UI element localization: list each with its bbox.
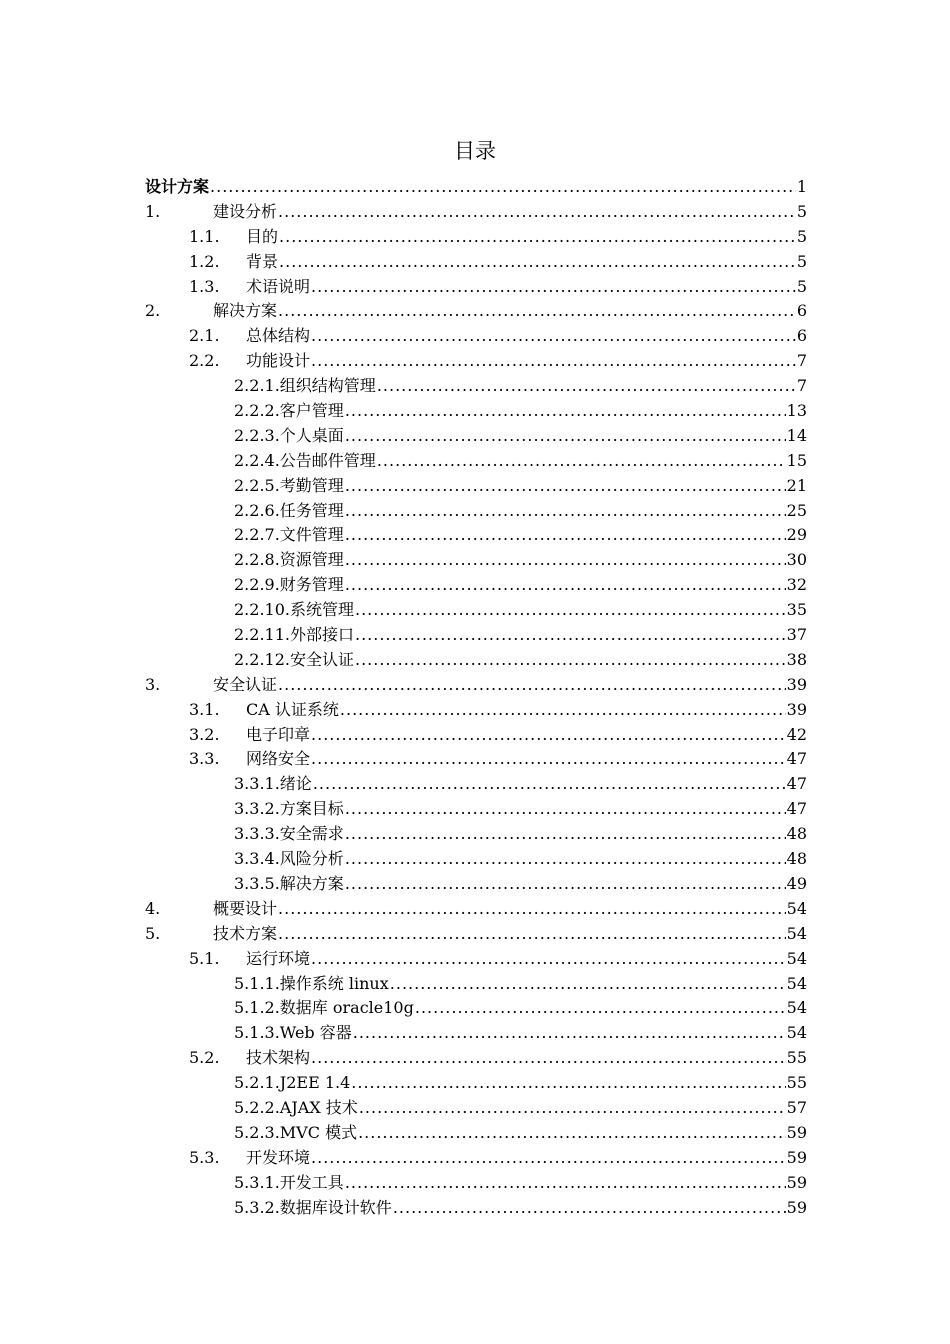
toc-dot-leader	[415, 996, 786, 1021]
toc-entry-page: 59	[786, 1197, 807, 1217]
toc-entry-title: 电子印章	[246, 724, 311, 744]
toc-dot-leader	[377, 374, 796, 399]
toc-entry-title: 客户管理	[279, 401, 344, 421]
toc-entry[interactable]	[145, 523, 807, 548]
toc-entry-page: 39	[786, 699, 807, 719]
toc-entry-number: 3.3.5.	[234, 873, 280, 893]
toc-entry-page: 7	[796, 376, 807, 396]
toc-entry[interactable]	[145, 399, 807, 424]
toc-entry-title: 财务管理	[279, 575, 344, 595]
toc-entry-title: 风险分析	[279, 849, 344, 869]
toc-dot-leader	[355, 648, 786, 673]
toc-dot-leader	[355, 623, 786, 648]
toc-entry[interactable]	[145, 573, 807, 598]
toc-entry[interactable]	[145, 424, 807, 449]
toc-dot-leader	[340, 698, 786, 723]
toc-entry-title: 运行环境	[246, 948, 311, 968]
toc-dot-leader	[358, 1121, 786, 1146]
toc-entry[interactable]	[145, 1021, 807, 1046]
toc-entry-page: 59	[786, 1122, 807, 1142]
toc-dot-leader	[311, 747, 786, 772]
toc-entry[interactable]	[145, 723, 807, 748]
toc-entry-page: 14	[786, 425, 807, 445]
toc-entry-number: 2.2.10.	[234, 600, 290, 620]
toc-entry-title: 背景	[246, 251, 279, 271]
toc-entry[interactable]	[145, 374, 807, 399]
toc-entry-title: 概要设计	[213, 898, 278, 918]
toc-entry-page: 47	[786, 774, 807, 794]
toc-entry-title: MVC 模式	[279, 1122, 358, 1142]
toc-entry-page: 21	[786, 475, 807, 495]
toc-dot-leader	[345, 1171, 786, 1196]
toc-entry-page: 49	[786, 873, 807, 893]
toc-entry-title: 安全需求	[279, 824, 344, 844]
toc-entry-number: 2.2.2.	[234, 401, 280, 421]
toc-dot-leader	[345, 573, 786, 598]
toc-entry[interactable]	[145, 623, 807, 648]
toc-entry-number: 2.2.4.	[234, 450, 280, 470]
toc-entry[interactable]	[145, 225, 807, 250]
toc-dot-leader	[345, 847, 786, 872]
toc-dot-leader	[311, 723, 786, 748]
toc-entry-number: 1.2.	[189, 251, 220, 271]
toc-entry-number: 2.2.6.	[234, 500, 280, 520]
toc-dot-leader	[345, 548, 786, 573]
toc-entry-page: 6	[796, 326, 807, 346]
toc-entry-page: 47	[786, 799, 807, 819]
toc-entry-page: 48	[786, 824, 807, 844]
toc-entry[interactable]	[145, 275, 807, 300]
toc-dot-leader	[393, 1196, 786, 1221]
toc-entry-title: Web 容器	[279, 1023, 352, 1043]
toc-entry-title: CA 认证系统	[246, 699, 339, 719]
toc-dot-leader	[355, 598, 786, 623]
toc-entry-page: 54	[786, 898, 807, 918]
toc-dot-leader	[345, 474, 786, 499]
toc-entry-number: 2.2.11.	[234, 625, 290, 645]
toc-dot-leader	[345, 797, 786, 822]
toc-dot-leader	[345, 424, 786, 449]
toc-entry[interactable]	[145, 1146, 807, 1171]
toc-entry-number: 5.2.2.	[234, 1097, 280, 1117]
toc-entry-number: 5.	[145, 923, 161, 943]
toc-dot-leader	[278, 200, 796, 225]
toc-dot-leader	[278, 673, 786, 698]
toc-entry-number: 3.3.3.	[234, 824, 280, 844]
toc-entry[interactable]	[145, 747, 807, 772]
toc-entry-page: 5	[796, 226, 807, 246]
toc-entry-title: 技术方案	[213, 923, 278, 943]
toc-entry-title: 网络安全	[246, 749, 311, 769]
toc-entry-page: 32	[786, 575, 807, 595]
toc-entry-title: J2EE 1.4	[279, 1073, 351, 1093]
toc-entry-page: 59	[786, 1172, 807, 1192]
toc-dot-leader	[278, 299, 796, 324]
toc-entry-title: 解决方案	[279, 873, 344, 893]
toc-entry[interactable]	[145, 1121, 807, 1146]
toc-entry[interactable]	[145, 698, 807, 723]
toc-entry-number: 2.	[145, 301, 161, 321]
toc-entry[interactable]	[145, 673, 807, 698]
toc-entry-page: 54	[786, 948, 807, 968]
toc-entry[interactable]	[145, 922, 807, 947]
toc-entry-title: 任务管理	[279, 500, 344, 520]
toc-entry-number: 2.2.12.	[234, 649, 290, 669]
toc-entry[interactable]	[145, 474, 807, 499]
toc-entry-title: 建设分析	[213, 201, 278, 221]
toc-dot-leader	[278, 897, 786, 922]
toc-entry-page: 5	[796, 201, 807, 221]
toc-entry-title: 数据库 oracle10g	[279, 998, 414, 1018]
toc-entry-number: 2.2.5.	[234, 475, 280, 495]
toc-entry-title: 安全认证	[213, 674, 278, 694]
toc-entry-title: 资源管理	[279, 550, 344, 570]
toc-entry-title: 安全认证	[289, 649, 354, 669]
toc-entry-title: 系统管理	[289, 600, 354, 620]
toc-entry-page: 55	[786, 1048, 807, 1068]
toc-entry-title: 目的	[246, 226, 279, 246]
toc-entry-page: 35	[786, 600, 807, 620]
toc-title: 目录	[454, 139, 496, 163]
toc-entry-page: 57	[786, 1097, 807, 1117]
toc-entry-number: 5.1.	[189, 948, 220, 968]
toc-dot-leader	[311, 275, 796, 300]
toc-entry[interactable]	[145, 797, 807, 822]
toc-entry-page: 7	[796, 351, 807, 371]
toc-entry-page: 47	[786, 749, 807, 769]
toc-entry-title: 绪论	[279, 774, 312, 794]
toc-dot-leader	[311, 349, 796, 374]
toc-entry-page: 29	[786, 525, 807, 545]
toc-entry-title: 总体结构	[246, 326, 311, 346]
toc-entry-title: 文件管理	[279, 525, 344, 545]
toc-entry-number: 5.1.3.	[234, 1023, 280, 1043]
toc-entry-number: 2.2.	[189, 351, 220, 371]
toc-entry-page: 5	[796, 276, 807, 296]
toc-dot-leader	[279, 225, 796, 250]
toc-entry-page: 6	[796, 301, 807, 321]
toc-entry[interactable]	[145, 499, 807, 524]
toc-entry-page: 30	[786, 550, 807, 570]
toc-dot-leader	[313, 772, 786, 797]
toc-entry-number: 1.1.	[189, 226, 220, 246]
toc-entry[interactable]	[145, 648, 807, 673]
toc-entry-page: 54	[786, 973, 807, 993]
toc-entry-title: 数据库设计软件	[279, 1197, 392, 1217]
toc-dot-leader	[311, 324, 796, 349]
toc-entry-page: 15	[786, 450, 807, 470]
toc-entry-number: 2.1.	[189, 326, 220, 346]
toc-entry[interactable]	[145, 1196, 807, 1221]
toc-entry[interactable]	[145, 200, 807, 225]
toc-entry-page: 39	[786, 674, 807, 694]
toc-entry-page: 13	[786, 401, 807, 421]
toc-entry[interactable]	[145, 1096, 807, 1121]
toc-entry-title: 考勤管理	[279, 475, 344, 495]
toc-dot-leader	[279, 250, 796, 275]
toc-entry-page: 55	[786, 1073, 807, 1093]
toc-entry-title: 功能设计	[246, 351, 311, 371]
toc-entry-number: 5.2.1.	[234, 1073, 280, 1093]
toc-entry[interactable]	[145, 449, 807, 474]
toc-entry-title: 解决方案	[213, 301, 278, 321]
toc-entry[interactable]	[145, 1171, 807, 1196]
toc-entry-number: 5.3.	[189, 1147, 220, 1167]
toc-dot-leader	[345, 499, 786, 524]
toc-entry[interactable]	[145, 772, 807, 797]
toc-entry[interactable]	[145, 996, 807, 1021]
toc-entry-page: 54	[786, 1023, 807, 1043]
toc-entry-title: 公告邮件管理	[279, 450, 376, 470]
toc-entry-title: 技术架构	[246, 1048, 311, 1068]
toc-entry-page: 38	[786, 649, 807, 669]
toc-entry-number: 3.3.4.	[234, 849, 280, 869]
toc-entry[interactable]	[145, 897, 807, 922]
toc-dot-leader	[345, 399, 786, 424]
toc-entry-title: 组织结构管理	[279, 376, 376, 396]
toc-entry[interactable]	[145, 250, 807, 275]
toc-entry-title: 开发工具	[279, 1172, 344, 1192]
toc-entry[interactable]	[145, 1046, 807, 1071]
toc-entry-number: 5.1.1.	[234, 973, 280, 993]
toc-entry-page: 42	[786, 724, 807, 744]
toc-entry-title: 个人桌面	[279, 425, 344, 445]
toc-dot-leader	[311, 1046, 786, 1071]
toc-entry-page: 5	[796, 251, 807, 271]
toc-entry-number: 5.2.	[189, 1048, 220, 1068]
toc-entry-number: 5.2.3.	[234, 1122, 280, 1142]
toc-entry-page: 54	[786, 998, 807, 1018]
toc-entry-number: 2.2.7.	[234, 525, 280, 545]
toc-dot-leader	[210, 175, 796, 200]
toc-dot-leader	[278, 922, 786, 947]
toc-entry-number: 3.	[145, 674, 161, 694]
toc-entry-number: 3.2.	[189, 724, 220, 744]
toc-entry-page: 25	[786, 500, 807, 520]
toc-entry[interactable]	[145, 349, 807, 374]
toc-entry-number: 2.2.8.	[234, 550, 280, 570]
toc-dot-leader	[351, 1071, 785, 1096]
toc-entry[interactable]	[145, 847, 807, 872]
toc-entry[interactable]	[145, 1071, 807, 1096]
toc-dot-leader	[353, 1021, 786, 1046]
toc-entry-page: 48	[786, 849, 807, 869]
toc-dot-leader	[345, 872, 786, 897]
toc-dot-leader	[345, 822, 786, 847]
toc-dot-leader	[377, 449, 786, 474]
toc-entry-number: 1.	[145, 201, 161, 221]
toc-entry-title: 术语说明	[246, 276, 311, 296]
toc-entry-number: 3.3.2.	[234, 799, 280, 819]
toc-entry-number: 1.3.	[189, 276, 220, 296]
toc-dot-leader	[311, 947, 786, 972]
toc-entry-title: 外部接口	[289, 625, 354, 645]
toc-entry[interactable]	[145, 972, 807, 997]
toc-entry-number: 2.2.3.	[234, 425, 280, 445]
toc-entry[interactable]	[145, 822, 807, 847]
toc-entry-page: 1	[796, 177, 807, 196]
toc-entry-number: 5.3.2.	[234, 1197, 280, 1217]
toc-entry[interactable]	[145, 175, 807, 200]
toc-entry[interactable]	[145, 947, 807, 972]
toc-entry[interactable]	[145, 598, 807, 623]
toc-entry-title: 方案目标	[279, 799, 344, 819]
toc-entry-page: 59	[786, 1147, 807, 1167]
toc-entry-number: 2.2.1.	[234, 376, 280, 396]
toc-entry-number: 3.1.	[189, 699, 220, 719]
toc-entry-title: 操作系统 linux	[279, 973, 389, 993]
toc-dot-leader	[390, 972, 786, 997]
toc-dot-leader	[359, 1096, 786, 1121]
toc-entry-page: 37	[786, 625, 807, 645]
toc-entry-title: AJAX 技术	[279, 1097, 358, 1117]
toc-entry[interactable]	[145, 548, 807, 573]
toc-dot-leader	[345, 523, 786, 548]
table-of-contents	[145, 175, 807, 1220]
toc-entry-number: 5.1.2.	[234, 998, 280, 1018]
toc-entry-title: 设计方案	[145, 177, 210, 196]
toc-entry[interactable]	[145, 872, 807, 897]
toc-entry-number: 5.3.1.	[234, 1172, 280, 1192]
toc-entry-number: 4.	[145, 898, 161, 918]
toc-entry-page: 54	[786, 923, 807, 943]
toc-dot-leader	[311, 1146, 786, 1171]
toc-entry-number: 2.2.9.	[234, 575, 280, 595]
toc-entry-number: 3.3.	[189, 749, 220, 769]
toc-entry[interactable]	[145, 324, 807, 349]
toc-entry[interactable]	[145, 299, 807, 324]
toc-entry-title: 开发环境	[246, 1147, 311, 1167]
toc-entry-number: 3.3.1.	[234, 774, 280, 794]
